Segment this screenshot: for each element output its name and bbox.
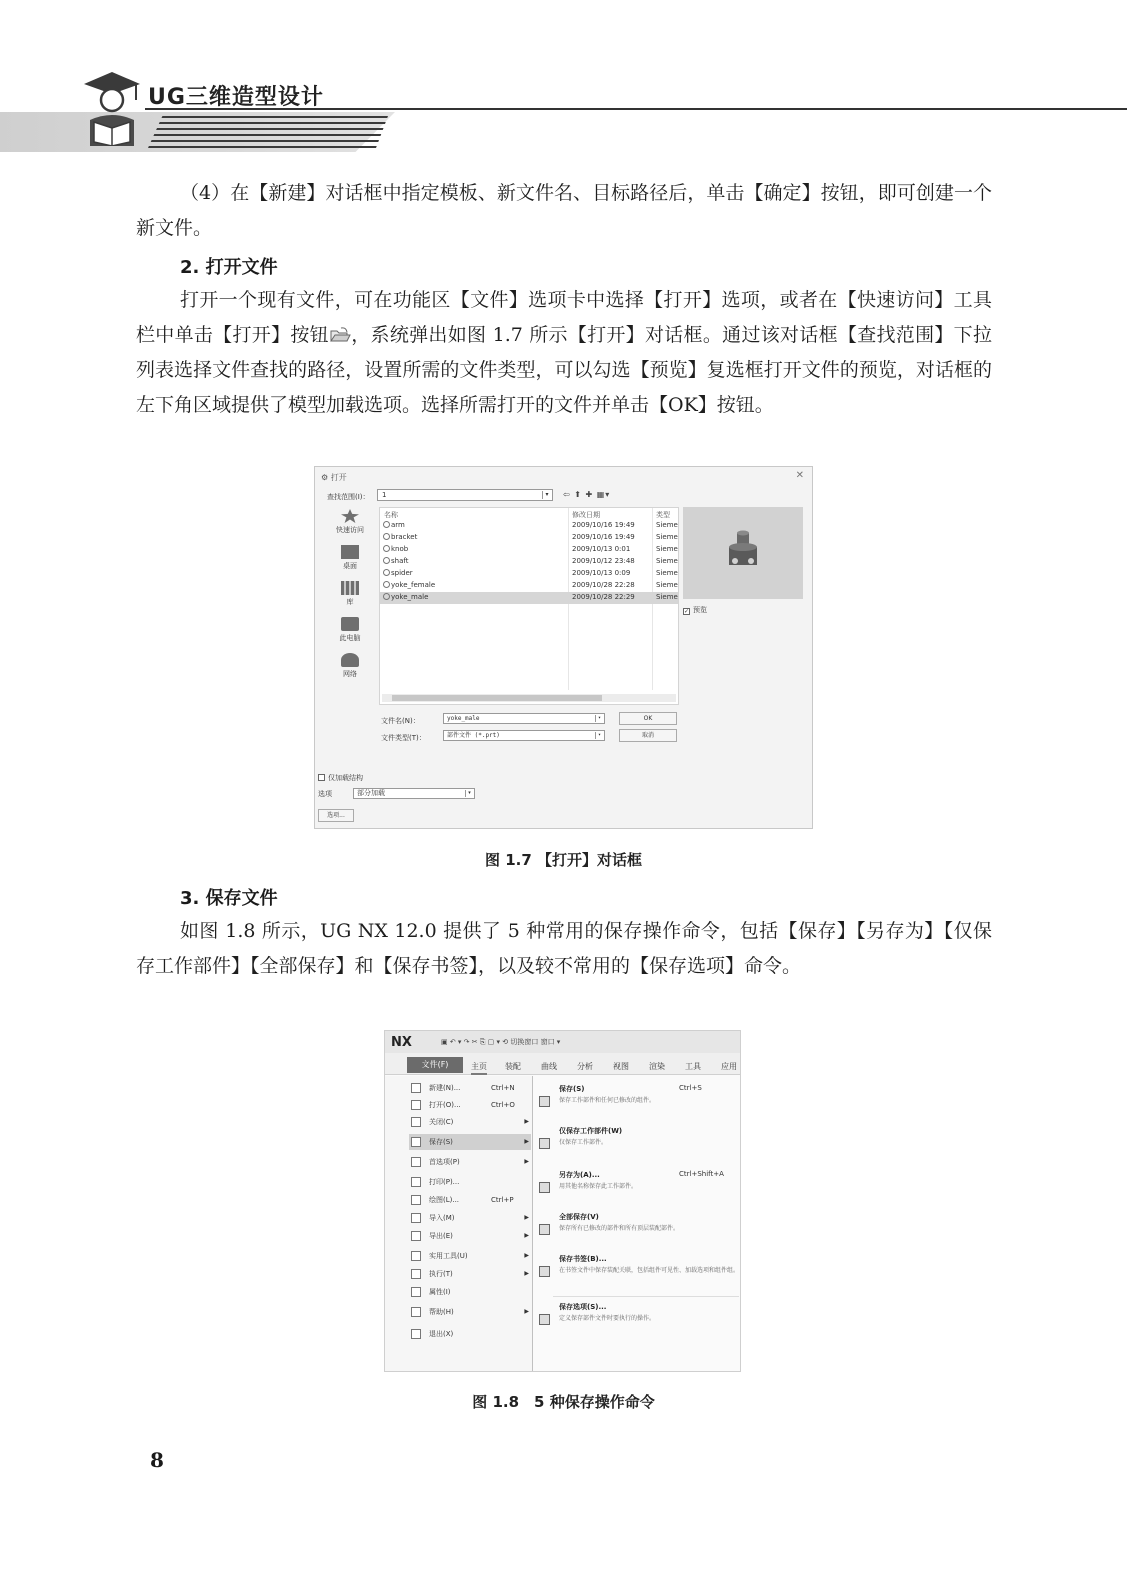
ok-button[interactable]: OK	[619, 712, 677, 725]
file-menu-item[interactable]	[409, 1210, 531, 1226]
ribbon-tab[interactable]: 装配	[505, 1062, 521, 1071]
file-row[interactable]	[380, 556, 678, 568]
file-menu-item[interactable]	[409, 1134, 531, 1150]
menu-item-icon	[411, 1287, 421, 1297]
save-command-icon	[539, 1314, 550, 1325]
file-menu-item[interactable]	[409, 1097, 531, 1113]
horizontal-scrollbar[interactable]	[382, 694, 676, 702]
place-quick-access[interactable]: 快速访问	[325, 509, 375, 539]
save-command-description: 用其他名称保存此工作部件。	[559, 1183, 638, 1190]
submenu-arrow-icon: ▶	[524, 1214, 529, 1221]
menu-item-label: 首选项(P)	[429, 1158, 460, 1166]
file-date-cell: 2009/10/16 19:49	[572, 521, 635, 529]
menu-item-label: 保存(S)	[429, 1138, 453, 1146]
book-title: UG三维造型设计	[148, 85, 324, 110]
checkbox-checked-icon: ✓	[684, 608, 690, 615]
file-menu-item[interactable]	[409, 1284, 531, 1300]
places-bar	[325, 509, 375, 689]
ribbon-tab[interactable]: 应用	[721, 1062, 737, 1071]
file-menu-item[interactable]	[409, 1266, 531, 1282]
menu-item-label: 关闭(C)	[429, 1118, 454, 1126]
menu-item-icon	[411, 1307, 421, 1317]
figure-1-7-caption: 图 1.7 【打开】对话框	[484, 851, 643, 869]
file-type-cell: Sieme	[656, 581, 678, 589]
preview-pane	[683, 507, 803, 599]
part-file-icon	[383, 593, 390, 600]
file-row[interactable]	[380, 532, 678, 544]
menu-item-shortcut: Ctrl+O	[491, 1101, 515, 1109]
part-file-icon	[383, 545, 390, 552]
menu-item-label: 打开(O)...	[429, 1101, 461, 1109]
menu-item-icon	[411, 1213, 421, 1223]
ribbon-tab[interactable]: 渲染	[649, 1062, 665, 1071]
close-icon[interactable]: ✕	[795, 470, 804, 481]
menu-item-label: 打印(P)...	[429, 1178, 460, 1186]
file-row[interactable]	[380, 520, 678, 532]
lookin-value: 1	[382, 491, 387, 499]
col-type-header[interactable]: 类型	[656, 511, 670, 519]
nx-logo: NX	[391, 1035, 412, 1050]
dialog-toolbar[interactable]: ⇦ ⬆ ✚ ▦▾	[563, 490, 611, 499]
menu-item-label: 实用工具(U)	[429, 1252, 468, 1260]
save-command-shortcut: Ctrl+Shift+A	[679, 1170, 724, 1178]
menu-item-icon	[411, 1251, 421, 1261]
quick-access-tools[interactable]: ▣ ↶ ▾ ↷ ✂ ⎘ ▢ ▾ ⟲ 切换窗口 窗口 ▾	[441, 1038, 561, 1046]
tab-file[interactable]: 文件(F)	[407, 1057, 463, 1073]
file-type-cell: Sieme	[656, 569, 678, 577]
save-command-item[interactable]	[539, 1254, 739, 1290]
file-date-cell: 2009/10/28 22:29	[572, 593, 635, 601]
paragraph-open-file-part1: 打开一个现有文件，可在功能区【文件】选项卡中选择【打开】选项，或者在【快速访问】工具栏中单击【打开】按钮	[136, 289, 992, 346]
place-this-pc[interactable]: 此电脑	[325, 617, 375, 647]
file-menu-item[interactable]	[409, 1114, 531, 1130]
save-command-title: 保存书签(B)...	[559, 1255, 607, 1263]
save-command-description: 保存所有已修改的部件和所有顶层装配部件。	[559, 1225, 680, 1232]
save-command-description: 在书签文件中保存装配关联，包括组件可见性、加载选项和组件组。	[559, 1267, 740, 1274]
open-folder-icon	[329, 326, 351, 344]
save-command-item[interactable]	[539, 1084, 739, 1120]
save-command-title: 保存选项(S)...	[559, 1303, 607, 1311]
dialog-title: ⚙ 打开	[321, 473, 347, 482]
part-file-icon	[383, 569, 390, 576]
load-structure-checkbox[interactable]: 仅加载结构	[318, 773, 363, 783]
ribbon-tab[interactable]: 曲线	[541, 1062, 557, 1071]
header-stripes	[148, 116, 388, 148]
file-row[interactable]	[380, 580, 678, 592]
submenu-arrow-icon: ▶	[524, 1232, 529, 1239]
menu-item-shortcut: Ctrl+N	[491, 1084, 515, 1092]
figure-1-8-caption: 图 1.8 5 种保存操作命令	[472, 1393, 655, 1411]
submenu-arrow-icon: ▶	[524, 1158, 529, 1165]
lookin-label: 查找范围(I)：	[327, 493, 370, 501]
filename-label: 文件名(N)：	[381, 717, 420, 725]
save-command-icon	[539, 1096, 550, 1107]
filetype-select[interactable]: 部件文件 (*.prt) ▾	[443, 730, 605, 741]
paragraph-new-file: （4）在【新建】对话框中指定模板、新文件名、目标路径后，单击【确定】按钮，即可创建一个新文件。	[136, 182, 992, 239]
submenu-arrow-icon: ▶	[524, 1270, 529, 1277]
save-command-item[interactable]	[539, 1212, 739, 1248]
page-number: 8	[150, 1448, 164, 1472]
col-name-header[interactable]: 名称	[384, 511, 398, 519]
student-reading-logo-icon	[80, 70, 144, 146]
chevron-down-icon: ▾	[542, 491, 551, 499]
save-command-description: 保存工作部件和任何已修改的组件。	[559, 1097, 656, 1104]
file-name-cell: spider	[383, 569, 413, 577]
paragraph-open-file-part2: ，系统弹出如图 1.7 所示【打开】对话框。通过该对话框【查找范围】下拉列表选择文件查找的路径，设置所需的文件类型，可以勾选【预览】复选框打开文件的预览，对话框的左下角区域提供了模型加载选项。选择所需打开的文件并单击【OK】按钮。	[136, 324, 992, 416]
menu-item-icon	[411, 1269, 421, 1279]
file-menu-item[interactable]	[409, 1174, 531, 1190]
menu-item-label: 新建(N)...	[429, 1084, 461, 1092]
submenu-arrow-icon: ▶	[524, 1252, 529, 1259]
ribbon-tabs	[385, 1053, 741, 1075]
ribbon-tab[interactable]: 视图	[613, 1062, 629, 1071]
save-command-item[interactable]	[539, 1302, 739, 1338]
file-name-cell: arm	[383, 521, 405, 529]
file-menu-item[interactable]	[409, 1248, 531, 1264]
menu-item-icon	[411, 1083, 421, 1093]
place-network[interactable]: 网络	[325, 653, 375, 683]
part-file-icon	[383, 533, 390, 540]
file-row[interactable]	[380, 544, 678, 556]
running-header	[0, 70, 1127, 156]
menu-item-icon	[411, 1231, 421, 1241]
filetype-label: 文件类型(T)：	[381, 734, 426, 742]
paragraph-open-file	[136, 283, 992, 423]
col-date-header[interactable]: 修改日期	[572, 511, 600, 519]
options-button[interactable]: 选项...	[318, 809, 354, 822]
save-command-title: 全部保存(V)	[559, 1213, 599, 1221]
file-type-cell: Sieme	[656, 557, 678, 565]
file-date-cell: 2009/10/28 22:28	[572, 581, 635, 589]
file-date-cell: 2009/10/13 0:01	[572, 545, 631, 553]
menu-item-shortcut: Ctrl+P	[491, 1196, 514, 1204]
menu-item-icon	[411, 1117, 421, 1127]
place-desktop[interactable]: 桌面	[325, 545, 375, 575]
menu-item-label: 属性(I)	[429, 1288, 451, 1296]
file-menu-item[interactable]	[409, 1228, 531, 1244]
save-command-icon	[539, 1138, 550, 1149]
nx-file-menu-screenshot	[384, 1030, 741, 1372]
part-file-icon	[383, 557, 390, 564]
submenu-arrow-icon: ▶	[524, 1308, 529, 1315]
menu-item-label: 绘图(L)...	[429, 1196, 460, 1204]
file-name-cell: shaft	[383, 557, 408, 565]
options-label: 选项	[318, 790, 332, 798]
file-name-cell: yoke_male	[383, 593, 428, 601]
file-name-cell: knob	[383, 545, 408, 553]
save-command-item[interactable]	[539, 1170, 739, 1206]
file-date-cell: 2009/10/12 23:48	[572, 557, 635, 565]
part-file-icon	[383, 521, 390, 528]
window-switch-label[interactable]: 切换窗口 窗口 ▾	[510, 1038, 561, 1046]
menu-item-label: 导出(E)	[429, 1232, 453, 1240]
menu-item-icon	[411, 1195, 421, 1205]
quick-access-toolbar	[385, 1031, 741, 1053]
section-heading-save-file: 3. 保存文件	[180, 888, 278, 909]
file-date-cell: 2009/10/16 19:49	[572, 533, 635, 541]
file-menu-item[interactable]	[409, 1154, 531, 1170]
save-command-description: 定义保存部件文件时要执行的操作。	[559, 1315, 656, 1322]
file-type-cell: Sieme	[656, 545, 678, 553]
save-command-shortcut: Ctrl+S	[679, 1084, 702, 1092]
menu-item-icon	[411, 1100, 421, 1110]
file-type-cell: Sieme	[656, 533, 678, 541]
save-command-title: 仅保存工作部件(W)	[559, 1127, 623, 1135]
menu-item-icon	[411, 1329, 421, 1339]
cancel-button[interactable]: 取消	[619, 729, 677, 742]
menu-item-label: 导入(M)	[429, 1214, 455, 1222]
ribbon-tab[interactable]: 分析	[577, 1062, 593, 1071]
file-date-cell: 2009/10/13 0:09	[572, 569, 631, 577]
save-command-item[interactable]	[539, 1126, 739, 1162]
file-menu-item[interactable]	[409, 1080, 531, 1096]
save-command-description: 仅保存工作部件。	[559, 1139, 608, 1146]
file-type-cell: Sieme	[656, 593, 678, 601]
file-row[interactable]	[380, 592, 678, 604]
menu-item-label: 帮助(H)	[429, 1308, 454, 1316]
place-library[interactable]: 库	[325, 581, 375, 611]
menu-item-icon	[411, 1157, 421, 1167]
ribbon-tab[interactable]: 工具	[685, 1062, 701, 1071]
preview-checkbox[interactable]: ✓ 预览	[684, 606, 707, 615]
file-name-cell: bracket	[383, 533, 417, 541]
save-command-icon	[539, 1182, 550, 1193]
file-menu-item[interactable]	[409, 1304, 531, 1320]
save-command-icon	[539, 1266, 550, 1277]
menu-item-label: 退出(X)	[429, 1330, 454, 1338]
open-dialog-screenshot	[314, 466, 813, 829]
file-menu-item[interactable]	[409, 1192, 531, 1208]
paragraph-save-file: 如图 1.8 所示，UG NX 12.0 提供了 5 种常用的保存操作命令，包括【保存】【另存为】【仅保存工作部件】【全部保存】和【保存书签】，以及较不常用的【保存选项】命令。	[136, 920, 992, 977]
filename-input[interactable]: yoke_male ▾	[443, 713, 605, 724]
menu-item-label: 执行(T)	[429, 1270, 453, 1278]
file-row[interactable]	[380, 568, 678, 580]
load-options-select[interactable]: 部分加载 ▾	[353, 788, 475, 799]
menu-item-icon	[411, 1137, 421, 1147]
submenu-arrow-icon: ▶	[524, 1118, 529, 1125]
file-list[interactable]	[379, 507, 679, 705]
file-menu-item[interactable]	[409, 1326, 531, 1342]
menu-divider	[553, 1296, 739, 1297]
section-heading-open-file: 2. 打开文件	[180, 257, 278, 278]
submenu-arrow-icon: ▶	[524, 1138, 529, 1145]
lookin-dropdown[interactable]	[377, 489, 553, 501]
save-command-icon	[539, 1224, 550, 1235]
file-type-cell: Sieme	[656, 521, 678, 529]
file-menu-left	[385, 1076, 533, 1372]
save-command-title: 另存为(A)...	[559, 1171, 600, 1179]
save-submenu	[535, 1076, 741, 1372]
ribbon-tab[interactable]: 主页	[471, 1061, 487, 1075]
part-file-icon	[383, 581, 390, 588]
part-preview-image	[683, 507, 803, 599]
file-name-cell: yoke_female	[383, 581, 435, 589]
menu-item-icon	[411, 1177, 421, 1187]
save-command-title: 保存(S)	[559, 1085, 585, 1093]
